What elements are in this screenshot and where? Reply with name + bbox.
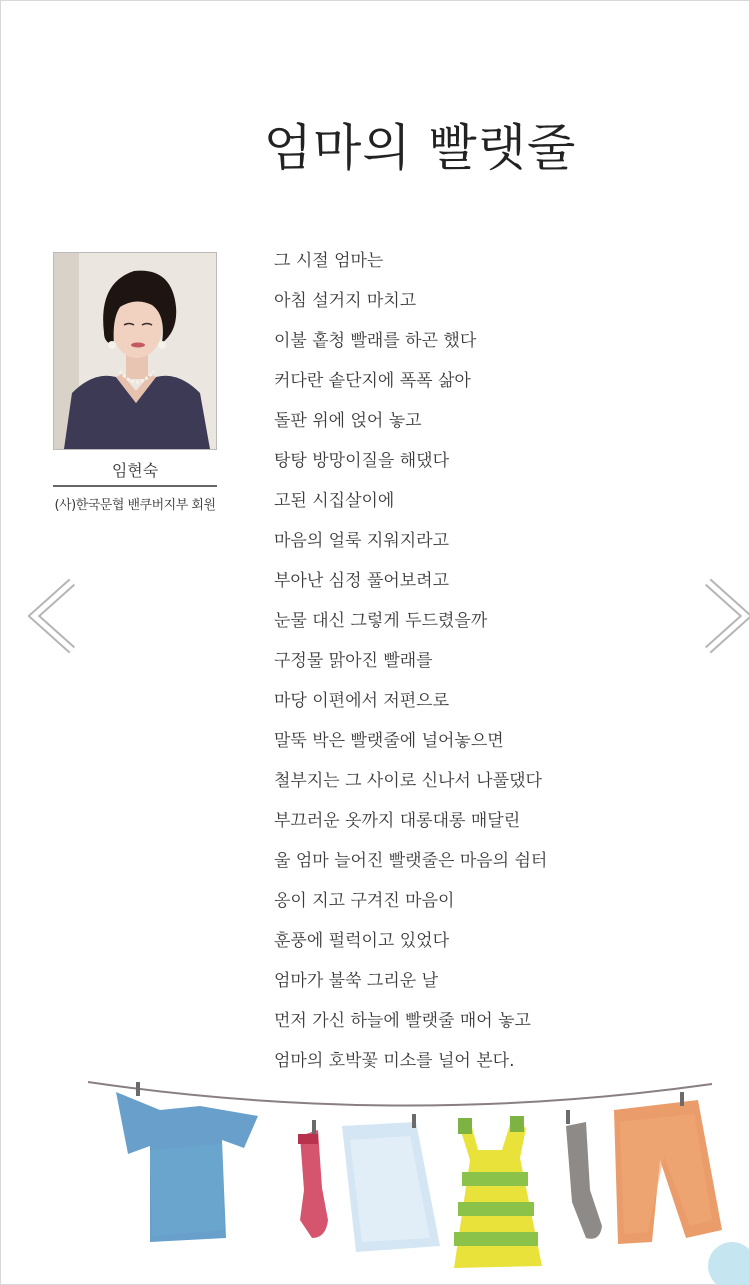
poem-line: 마음의 얼룩 지워지라고 [274, 531, 450, 551]
poem-line: 아침 설거지 마치고 [274, 291, 417, 311]
poem-title: 엄마의 빨랫줄 [263, 119, 577, 177]
poem-line: 울 엄마 늘어진 빨랫줄은 마음의 쉼터 [274, 851, 548, 871]
poem-line: 고된 시집살이에 [274, 491, 395, 511]
previous-page-button[interactable] [28, 578, 76, 654]
poem-line: 엄마가 불쑥 그리운 날 [274, 971, 439, 991]
chevron-right-icon [704, 578, 750, 654]
author-divider [53, 485, 217, 487]
chevron-left-icon [28, 578, 76, 654]
poem-line: 탕탕 방망이질을 해댔다 [274, 451, 450, 471]
poem-line: 그 시절 엄마는 [274, 251, 384, 271]
poem-line: 마당 이편에서 저편으로 [274, 691, 450, 711]
poem-line: 옹이 지고 구겨진 마음이 [274, 891, 455, 911]
poem-line: 먼저 가신 하늘에 빨랫줄 매어 놓고 [274, 1011, 531, 1031]
poem-line: 철부지는 그 사이로 신나서 나풀댔다 [274, 771, 542, 791]
poem-line: 부끄러운 옷까지 대롱대롱 매달린 [274, 811, 521, 831]
poem-line: 구정물 맑아진 빨래를 [274, 651, 433, 671]
poem-line: 훈풍에 펄럭이고 있었다 [274, 931, 450, 951]
poem-line: 말뚝 박은 빨랫줄에 널어놓으면 [274, 731, 504, 751]
poem-line: 부아난 심정 풀어보려고 [274, 571, 450, 591]
poem-line: 엄마의 호박꽃 미소를 널어 본다. [274, 1051, 515, 1071]
poem-body [274, 248, 547, 1088]
poem-line: 눈물 대신 그렇게 두드렸을까 [274, 611, 488, 631]
poem-line: 이불 홑청 빨래를 하곤 했다 [274, 331, 477, 351]
clothesline-illustration [0, 1070, 750, 1285]
next-page-button[interactable] [704, 578, 750, 654]
poem-line: 커다란 솥단지에 폭폭 삶아 [274, 371, 471, 391]
author-name: 임현숙 [111, 461, 159, 480]
author-affiliation: (사)한국문협 밴쿠버지부 회원 [54, 498, 216, 513]
poem-line: 돌판 위에 얹어 놓고 [274, 411, 422, 431]
author-photo [53, 252, 217, 450]
